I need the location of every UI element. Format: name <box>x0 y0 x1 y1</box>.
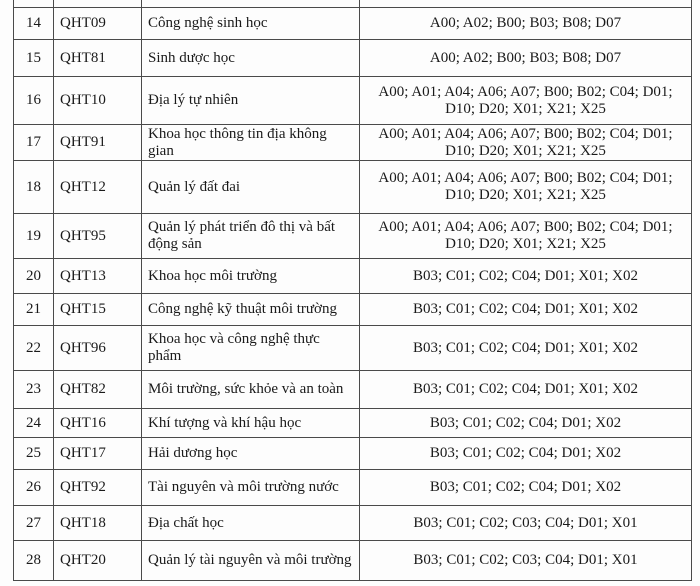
subject-combination-cell: B03; C01; C02; C03; C04; D01; X01 <box>360 506 692 541</box>
program-name-cell: Sinh dược học <box>142 40 360 77</box>
table-row <box>14 326 692 371</box>
table-row <box>14 125 692 161</box>
subject-combination-cell: B03; C01; C02; C04; D01; X01; X02 <box>360 371 692 409</box>
program-code-cell: QHT10 <box>54 77 142 125</box>
row-number-cell: 17 <box>14 125 54 161</box>
program-name-cell: Địa lý tự nhiên <box>142 77 360 125</box>
subject-combination-cell: B03; C01; C02; C03; C04; D01; X01 <box>360 541 692 581</box>
subject-combination-cell: B03; C01; C02; C04; D01; X01; X02 <box>360 294 692 326</box>
program-code-cell: QHT81 <box>54 40 142 77</box>
program-code-cell: QHT92 <box>54 470 142 506</box>
program-code-cell: QHT12 <box>54 161 142 214</box>
table-row <box>14 77 692 125</box>
program-code-cell: QHT09 <box>54 8 142 40</box>
subject-combination-cell: A00; A01; A04; A06; A07; B00; B02; C04; D01; D10; D20; X01; X21; X25 <box>360 214 692 259</box>
row-number-cell: 18 <box>14 161 54 214</box>
program-name-cell: Quản lý tài nguyên và môi trường <box>142 541 360 581</box>
program-code-cell: QHT15 <box>54 294 142 326</box>
program-name-cell: Hải dương học <box>142 438 360 470</box>
program-code-cell: QHT96 <box>54 326 142 371</box>
table-row <box>14 40 692 77</box>
subject-combination-cell <box>360 0 692 8</box>
program-name-cell: Quản lý phát triển đô thị và bất động sản <box>142 214 360 259</box>
program-name-cell <box>142 0 360 8</box>
subject-combination-cell: A00; A02; B00; B03; B08; D07 <box>360 8 692 40</box>
subject-combination-cell: A00; A01; A04; A06; A07; B00; B02; C04; D01; D10; D20; X01; X21; X25 <box>360 125 692 161</box>
table-row <box>14 0 692 8</box>
table-row <box>14 214 692 259</box>
subject-combination-cell: B03; C01; C02; C04; D01; X02 <box>360 470 692 506</box>
program-code-cell: QHT82 <box>54 371 142 409</box>
program-code-cell: QHT17 <box>54 438 142 470</box>
row-number-cell: 27 <box>14 506 54 541</box>
table-row <box>14 294 692 326</box>
row-number-cell: 20 <box>14 259 54 294</box>
table-row <box>14 470 692 506</box>
subject-combination-cell: A00; A02; B00; B03; B08; D07 <box>360 40 692 77</box>
row-number-cell: 28 <box>14 541 54 581</box>
program-name-cell: Khoa học thông tin địa không gian <box>142 125 360 161</box>
subject-combination-cell: B03; C01; C02; C04; D01; X01; X02 <box>360 259 692 294</box>
program-name-cell: Công nghệ kỹ thuật môi trường <box>142 294 360 326</box>
row-number-cell: 15 <box>14 40 54 77</box>
program-code-cell: QHT95 <box>54 214 142 259</box>
subject-combination-cell: A00; A01; A04; A06; A07; B00; B02; C04; D01; D10; D20; X01; X21; X25 <box>360 161 692 214</box>
subject-combination-cell: A00; A01; A04; A06; A07; B00; B02; C04; D01; D10; D20; X01; X21; X25 <box>360 77 692 125</box>
subject-combination-cell: B03; C01; C02; C04; D01; X01; X02 <box>360 326 692 371</box>
program-name-cell: Khí tượng và khí hậu học <box>142 409 360 438</box>
table-row <box>14 506 692 541</box>
program-code-cell: QHT13 <box>54 259 142 294</box>
row-number-cell <box>14 0 54 8</box>
row-number-cell: 25 <box>14 438 54 470</box>
table-row <box>14 409 692 438</box>
table-body <box>14 0 692 581</box>
row-number-cell: 16 <box>14 77 54 125</box>
row-number-cell: 19 <box>14 214 54 259</box>
subject-combination-cell: B03; C01; C02; C04; D01; X02 <box>360 438 692 470</box>
program-name-cell: Khoa học và công nghệ thực phẩm <box>142 326 360 371</box>
program-name-cell: Địa chất học <box>142 506 360 541</box>
row-number-cell: 26 <box>14 470 54 506</box>
table-row <box>14 438 692 470</box>
program-name-cell: Môi trường, sức khỏe và an toàn <box>142 371 360 409</box>
table-row <box>14 371 692 409</box>
program-code-cell <box>54 0 142 8</box>
row-number-cell: 14 <box>14 8 54 40</box>
program-code-cell: QHT20 <box>54 541 142 581</box>
program-name-cell: Quản lý đất đai <box>142 161 360 214</box>
table-row <box>14 541 692 581</box>
program-code-cell: QHT91 <box>54 125 142 161</box>
row-number-cell: 24 <box>14 409 54 438</box>
program-code-cell: QHT16 <box>54 409 142 438</box>
row-number-cell: 22 <box>14 326 54 371</box>
subject-combination-cell: B03; C01; C02; C04; D01; X02 <box>360 409 692 438</box>
table-row <box>14 161 692 214</box>
program-code-cell: QHT18 <box>54 506 142 541</box>
table-row <box>14 8 692 40</box>
row-number-cell: 23 <box>14 371 54 409</box>
program-name-cell: Tài nguyên và môi trường nước <box>142 470 360 506</box>
admission-combinations-table <box>13 0 692 581</box>
program-name-cell: Khoa học môi trường <box>142 259 360 294</box>
table-row <box>14 259 692 294</box>
row-number-cell: 21 <box>14 294 54 326</box>
program-name-cell: Công nghệ sinh học <box>142 8 360 40</box>
